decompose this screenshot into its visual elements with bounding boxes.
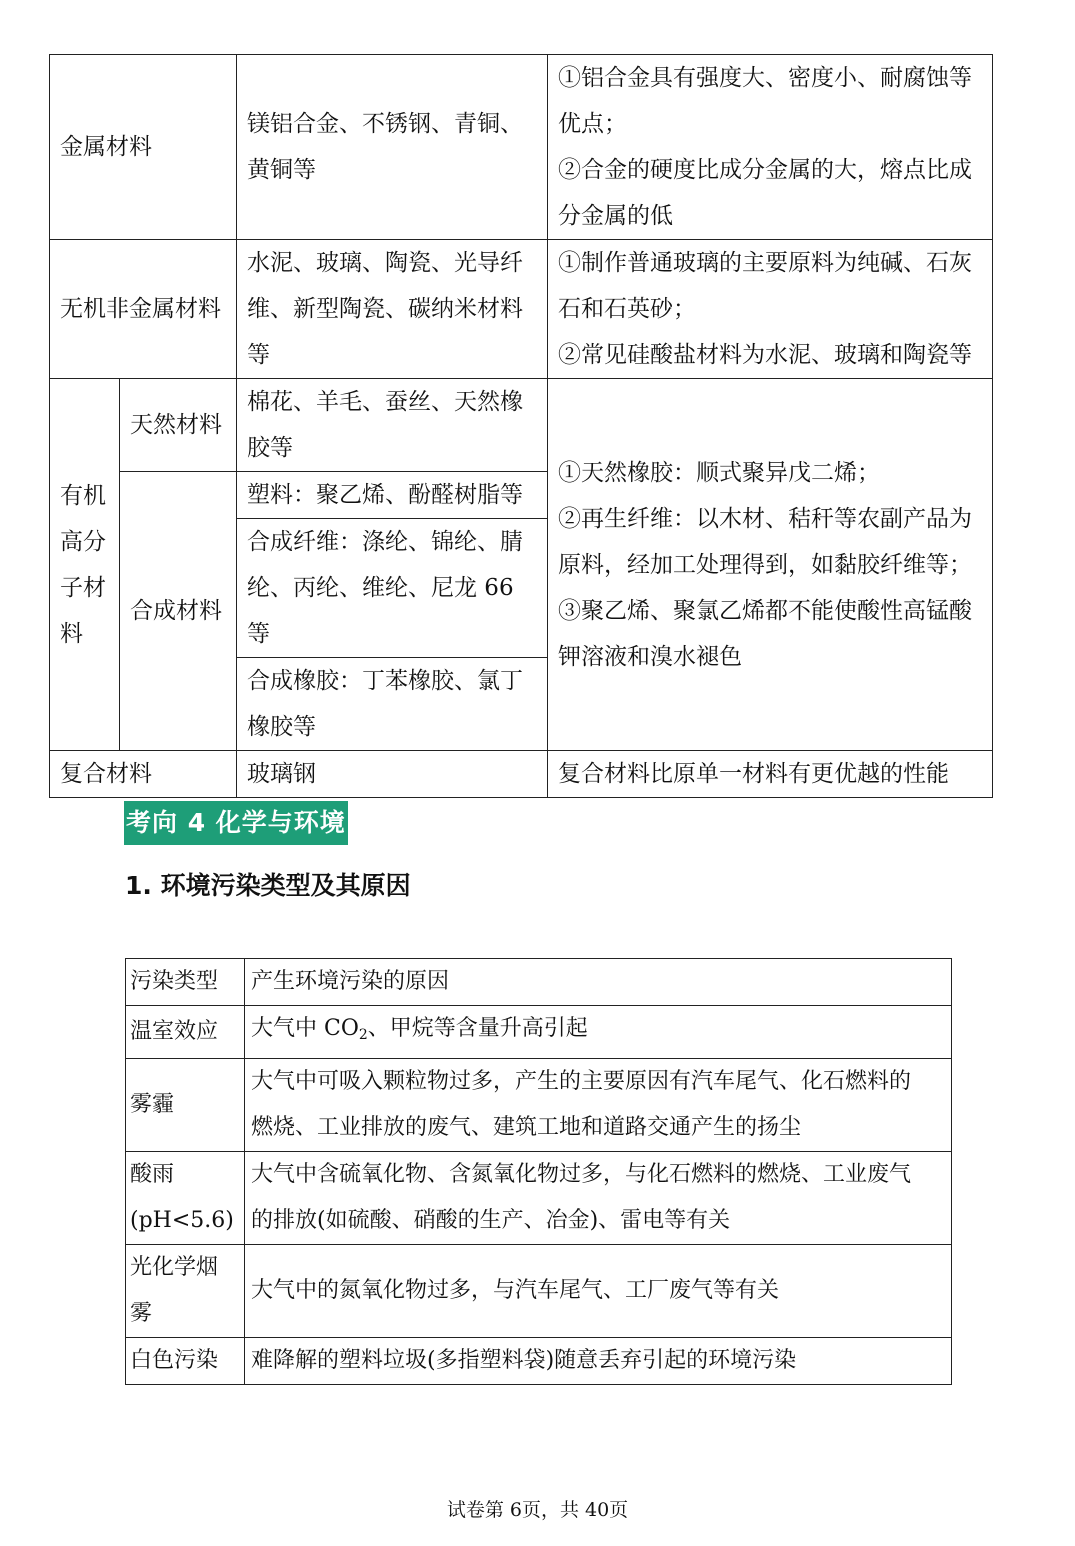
- type-cell: 酸雨 (pH<5.6): [126, 1152, 245, 1245]
- table-row: [126, 1338, 952, 1385]
- table-row: [126, 1152, 952, 1245]
- section-subheading: 1. 环境污染类型及其原因: [125, 871, 411, 900]
- table-row: [126, 1059, 952, 1152]
- cause-cell: 大气中可吸入颗粒物过多，产生的主要原因有汽车尾气、化石燃料的 燃烧、工业排放的废气、建筑工地和道路交通产生的扬尘: [245, 1059, 952, 1152]
- examples-cell: 水泥、玻璃、陶瓷、光导纤 维、新型陶瓷、碳纳米材料 等: [237, 240, 548, 379]
- table-row: [50, 55, 993, 240]
- subcategory-cell: 天然材料: [120, 379, 237, 472]
- examples-cell: 合成纤维：涤纶、锦纶、腈 纶、丙纶、维纶、尼龙 66 等: [237, 519, 548, 658]
- category-cell: 有机 高分 子材 料: [50, 379, 120, 751]
- examples-cell: 玻璃钢: [237, 751, 548, 798]
- category-cell: 无机非金属材料: [50, 240, 237, 379]
- section-badge: 考向 4 化学与环境: [124, 801, 348, 845]
- type-cell: 温室效应: [126, 1006, 245, 1059]
- table-row: [50, 751, 993, 798]
- cause-cell: 大气中含硫氧化物、含氮氧化物过多，与化石燃料的燃烧、工业废气 的排放(如硫酸、硝酸的生产、冶金)、雷电等有关: [245, 1152, 952, 1245]
- cause-cell: 大气中 $CO_2$、甲烷等含量升高引起: [245, 1006, 952, 1059]
- examples-cell: 合成橡胶：丁苯橡胶、氯丁 橡胶等: [237, 658, 548, 751]
- pollution-table: [125, 958, 952, 1385]
- page-footer: 试卷第 6页，共 40页: [446, 1499, 629, 1521]
- type-cell: 雾霾: [126, 1059, 245, 1152]
- notes-cell: 复合材料比原单一材料有更优越的性能: [548, 751, 993, 798]
- examples-cell: 塑料：聚乙烯、酚醛树脂等: [237, 472, 548, 519]
- type-cell: 白色污染: [126, 1338, 245, 1385]
- notes-cell: ①天然橡胶：顺式聚异戊二烯； ②再生纤维：以木材、秸秆等农副产品为 原料，经加工处理得到，如黏胶纤维等； ③聚乙烯、聚氯乙烯都不能使酸性高锰酸 钾溶液和溴水褪色: [548, 379, 993, 751]
- category-cell: 复合材料: [50, 751, 237, 798]
- examples-cell: 镁铝合金、不锈钢、青铜、 黄铜等: [237, 55, 548, 240]
- cause-cell: 大气中的氮氧化物过多，与汽车尾气、工厂废气等有关: [245, 1245, 952, 1338]
- header-cause-cell: 产生环境污染的原因: [245, 959, 952, 1006]
- header-type-cell: 污染类型: [126, 959, 245, 1006]
- table-row: [50, 379, 993, 472]
- type-cell: 光化学烟 雾: [126, 1245, 245, 1338]
- notes-cell: ①制作普通玻璃的主要原料为纯碱、石灰 石和石英砂； ②常见硅酸盐材料为水泥、玻璃和陶瓷等: [548, 240, 993, 379]
- table-row: [50, 240, 993, 379]
- cause-cell: 难降解的塑料垃圾(多指塑料袋)随意丢弃引起的环境污染: [245, 1338, 952, 1385]
- examples-cell: 棉花、羊毛、蚕丝、天然橡 胶等: [237, 379, 548, 472]
- subcategory-cell: 合成材料: [120, 472, 237, 751]
- category-cell: 金属材料: [50, 55, 237, 240]
- table-row: [126, 1245, 952, 1338]
- table-header-row: [126, 959, 952, 1006]
- notes-cell: ①铝合金具有强度大、密度小、耐腐蚀等 优点； ②合金的硬度比成分金属的大，熔点比成 分金属的低: [548, 55, 993, 240]
- materials-table: [49, 54, 993, 798]
- table-row: [126, 1006, 952, 1059]
